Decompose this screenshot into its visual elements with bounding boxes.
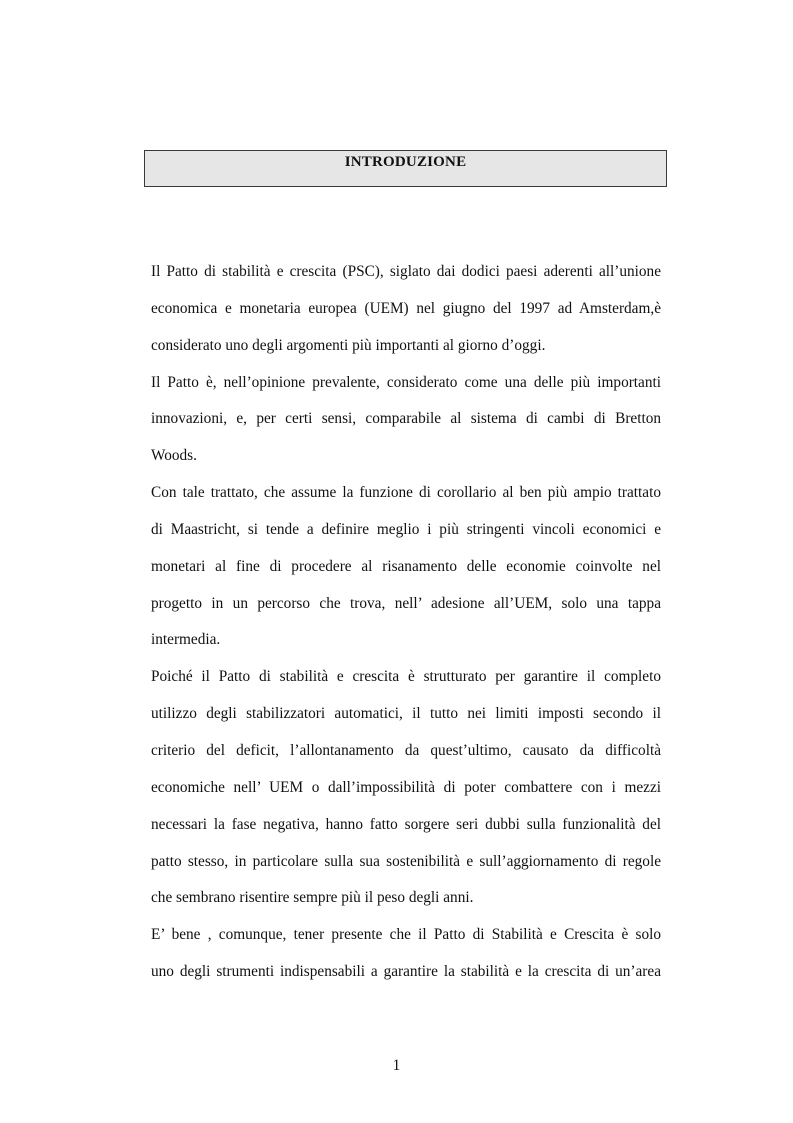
text-line: considerato uno degli argomenti più importanti al giorno d’oggi. (151, 336, 546, 354)
text-line: utilizzo degli stabilizzatori automatici, il tutto nei limiti imposti secondo il (151, 705, 661, 723)
text-line: uno degli strumenti indispensabili a garantire la stabilità e la crescita di un’area (151, 963, 661, 981)
page-number: 1 (392, 1057, 401, 1074)
heading-box (144, 150, 667, 187)
text-line: E’ bene , comunque, tener presente che il Patto di Stabilità e Crescita è solo (151, 926, 661, 944)
text-line: Il Patto di stabilità e crescita (PSC), siglato dai dodici paesi aderenti all’unione (151, 263, 661, 280)
text-line: Poiché il Patto di stabilità e crescita è strutturato per garantire il completo (151, 668, 661, 686)
text-line: Con tale trattato, che assume la funzione di corollario al ben più ampio trattato (151, 484, 661, 502)
text-line: necessari la fase negativa, hanno fatto sorgere seri dubbi sulla funzionalità del (151, 815, 661, 833)
text-line: Woods. (151, 447, 197, 465)
text-line: criterio del deficit, l’allontanamento da quest’ultimo, causato da difficoltà (151, 741, 661, 759)
body-text (151, 260, 661, 997)
text-line: monetari al fine di procedere al risanamento delle economie coinvolte nel (151, 557, 661, 575)
text-line: innovazioni, e, per certi sensi, comparabile al sistema di cambi di Bretton (151, 410, 661, 428)
text-line: economica e monetaria europea (UEM) nel giugno del 1997 ad Amsterdam,è (151, 299, 661, 317)
text-line: progetto in un percorso che trova, nell’ adesione all’UEM, solo una tappa (151, 594, 661, 612)
text-line: Il Patto è, nell’opinione prevalente, considerato come una delle più importanti (151, 373, 661, 391)
text-line: intermedia. (151, 631, 221, 649)
text-line: economiche nell’ UEM o dall’impossibilità di poter combattere con i mezzi (151, 778, 661, 796)
text-line: di Maastricht, si tende a definire meglio i più stringenti vincoli economici e (151, 520, 661, 538)
text-line: patto stesso, in particolare sulla sua sostenibilità e sull’aggiornamento di regole (151, 852, 661, 870)
page-heading: INTRODUZIONE (344, 154, 467, 170)
text-line: che sembrano risentire sempre più il peso degli anni. (151, 889, 474, 907)
